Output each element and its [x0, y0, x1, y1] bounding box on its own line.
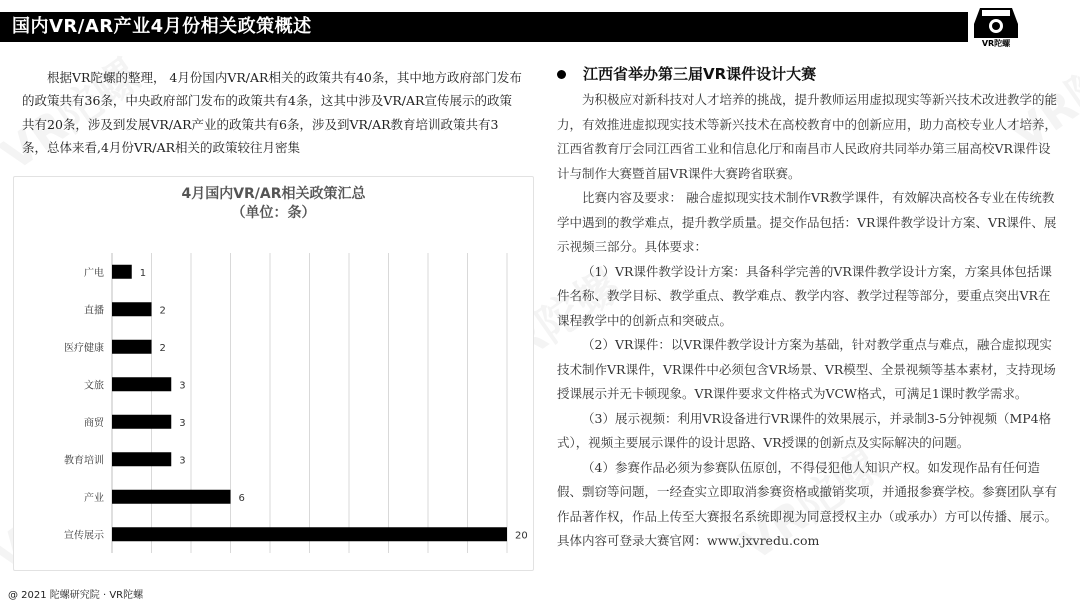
article-paragraph: 为积极应对新科技对人才培养的挑战，提升教师运用虚拟现实等新兴技术改进教学的能力，有效推进虚拟现实技术等新兴技术在高校教育中的创新应用，助力高校专业人才培养，江西省教育厅会同江西省工业和信息化厅和南昌市人民政府共同举办第三届高校VR课件设计与制作大赛暨首届VR课件大赛跨省联赛。: [557, 92, 1058, 181]
data-label: 3: [179, 455, 186, 467]
bar: [112, 527, 507, 541]
logo-text: VR陀螺: [981, 39, 1011, 48]
footer-copyright: @ 2021 陀螺研究院 · VR陀螺: [8, 590, 144, 601]
data-label: 2: [159, 305, 166, 317]
bar-chart: [14, 177, 533, 570]
data-label: 2: [159, 342, 166, 354]
chart-title: 4月国内VR/AR相关政策汇总: [181, 186, 366, 202]
data-label: 3: [179, 380, 186, 392]
category-label: 产业: [84, 492, 104, 504]
article-paragraph: （2）VR课件：以VR课件教学设计方案为基础，针对教学重点与难点，融合虚拟现实技术制作VR课件，VR课件中必须包含VR场景、VR模型、全景视频等基本素材，支持现场授课展示并无卡顿现象。VR课件要求文件格式为VCW格式，可满足1课时教学需求。: [557, 337, 1056, 401]
intro-paragraph: 根据VR陀螺的整理， 4月份国内VR/AR相关的政策共有40条，其中地方政府部门发布的政策共有36条，中央政府部门发布的政策共有4条，这其中涉及VR/AR宣传展示的政策共有20条，涉及到发展VR/AR产业的政策共有6条，涉及到VR/AR教育培训政策共有3条，总体来看,4月份VR/AR相关的政策较往月密集: [22, 70, 522, 156]
bar: [112, 415, 171, 429]
article-paragraph: 比赛内容及要求： 融合虚拟现实技术制作VR教学课件，有效解决高校各专业在传统教学中遇到的教学难点，提升教学质量。提交作品包括：VR课件教学设计方案、VR课件、展示视频三部分。具体要求：: [557, 190, 1057, 254]
bar: [112, 265, 132, 279]
data-label: 6: [238, 492, 245, 504]
chart-panel: [13, 176, 534, 571]
category-label: 广电: [84, 267, 104, 279]
category-label: 宣传展示: [64, 530, 104, 542]
chart-subtitle: （单位：条）: [231, 205, 316, 221]
category-label: 商贸: [84, 417, 104, 429]
category-label: 文旅: [84, 380, 104, 392]
bar: [112, 377, 171, 391]
category-label: 直播: [84, 305, 104, 317]
article-paragraph: （1）VR课件教学设计方案：具备科学完善的VR课件教学设计方案，方案具体包括课件名称、教学目标、教学重点、教学难点、教学内容、教学过程等部分，要重点突出VR在课程教学中的创新点和突破点。: [557, 263, 1052, 328]
article-paragraph: （3）展示视频：利用VR设备进行VR课件的效果展示，并录制3-5分钟视频（MP4格式），视频主要展示课件的设计思路、VR授课的创新点及实际解决的问题。: [557, 410, 1052, 450]
title-bar: [0, 12, 968, 42]
bar: [112, 452, 171, 466]
article-column: [557, 62, 1060, 554]
bar: [112, 490, 231, 504]
bar: [112, 302, 152, 316]
category-label: 医疗健康: [64, 342, 104, 354]
page-title: 国内VR/AR产业4月份相关政策概述: [12, 16, 312, 37]
category-label: 教育培训: [64, 455, 104, 467]
data-label: 3: [179, 417, 186, 429]
data-label: 20: [515, 530, 528, 542]
article-paragraph: （4）参赛作品必须为参赛队伍原创，不得侵犯他人知识产权。如发现作品有任何造假、剽窃等问题，一经查实立即取消参赛资格或撤销奖项，并通报参赛学校。参赛团队享有作品著作权，作品上传至大赛报名系统即视为同意授权主办（或承办）方可以传播、展示。具体内容可登录大赛官网：www.jxvredu.com: [557, 459, 1058, 548]
data-label: 1: [139, 267, 147, 279]
bar: [112, 340, 152, 354]
article-heading: [557, 62, 1060, 86]
bullet-icon: [557, 70, 566, 79]
article-heading-text: 江西省举办第三届VR课件设计大赛: [583, 65, 817, 83]
